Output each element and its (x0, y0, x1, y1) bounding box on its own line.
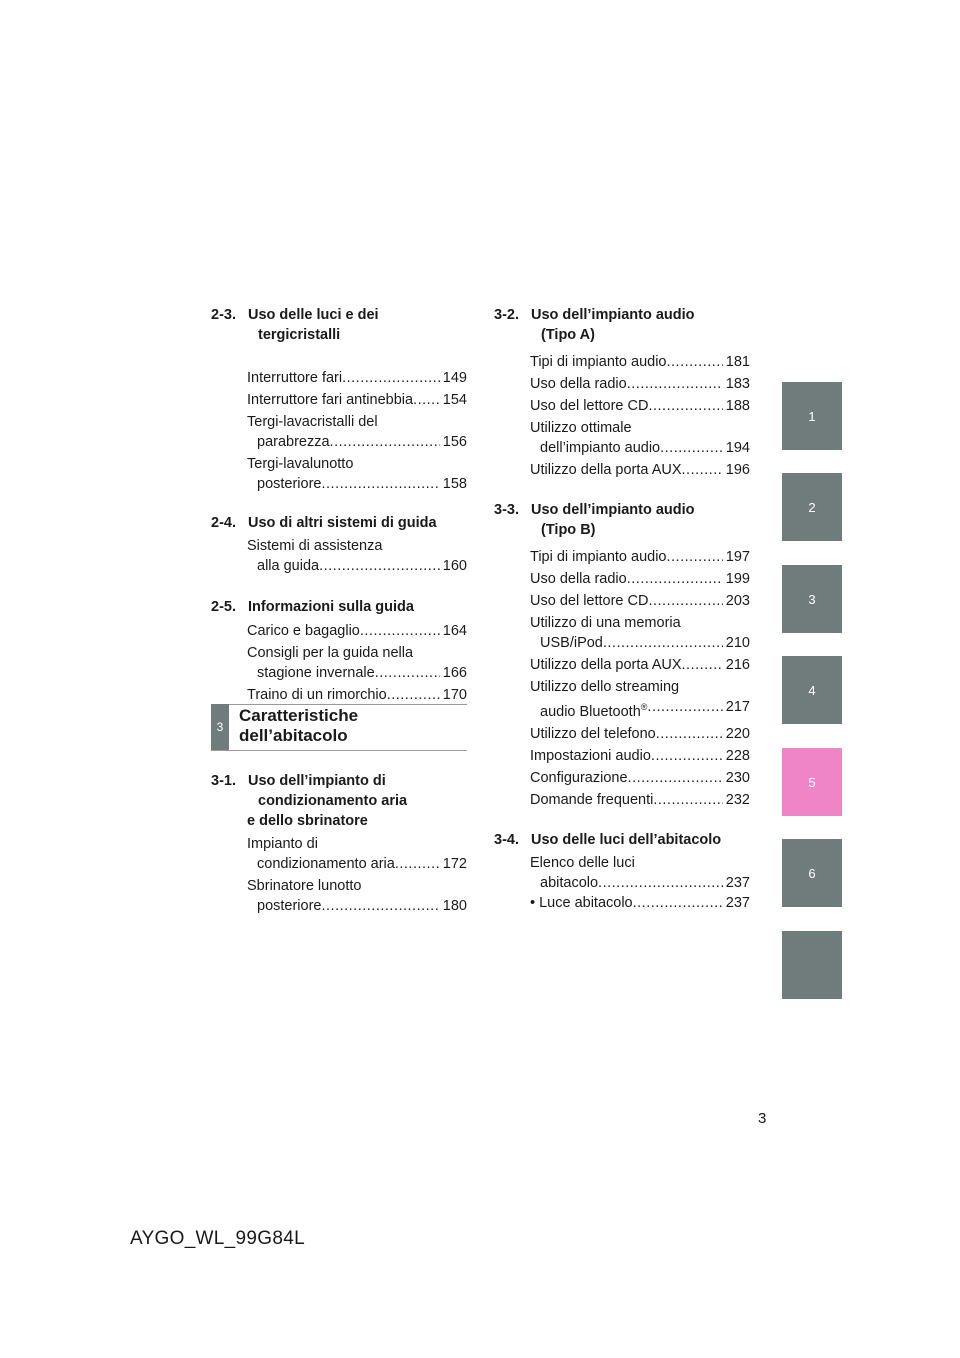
toc-left-column (211, 305, 467, 705)
section-heading (211, 513, 467, 533)
page-ref: 210 (725, 635, 750, 651)
section-number: 2-4. (211, 515, 236, 531)
toc-right-column (494, 305, 750, 913)
page-number: 3 (758, 1110, 767, 1127)
page-ref: 237 (725, 894, 750, 911)
page-ref: 199 (725, 571, 750, 587)
toc-entry[interactable]: Utilizzo del telefono ..... 220 (530, 724, 750, 744)
page-ref: 216 (725, 657, 750, 673)
page-ref: 220 (725, 725, 750, 742)
page-ref: 194 (725, 440, 750, 456)
section-title: tergicristalli (258, 327, 341, 343)
section-title: Uso dell’impianto audio (531, 502, 695, 518)
page-ref: 166 (442, 665, 467, 681)
page-ref: 158 (442, 476, 467, 492)
section-title: Uso delle luci e dei (248, 307, 379, 323)
section-number: 3-2. (494, 307, 519, 323)
toc-entry[interactable]: Utilizzo della porta AUX ..... 196 (530, 460, 750, 480)
page-ref: 180 (442, 898, 467, 914)
toc-entry[interactable]: Consigli per la guida nella stagione invernale ..... 166 (247, 643, 467, 683)
toc-entry[interactable]: Impianto di condizionamento aria ..... 172 (247, 834, 467, 874)
page-ref: 164 (442, 623, 467, 639)
section-number: 3-4. (494, 831, 519, 848)
toc-entry[interactable]: Carico e bagaglio ..... 164 (247, 621, 467, 641)
toc-entry[interactable]: Traino di un rimorchio ..... 170 (247, 685, 467, 705)
section-heading (494, 830, 750, 850)
toc-entry[interactable]: Sistemi di assistenza alla guida ..... 160 (247, 536, 467, 576)
chapter-tab-4[interactable]: 4 (782, 656, 842, 724)
section-title: (Tipo B) (541, 522, 596, 538)
section-heading (211, 597, 467, 617)
toc-left-column-lower (211, 771, 467, 916)
toc-entry[interactable]: Sbrinatore lunotto posteriore ..... 180 (247, 876, 467, 916)
section-title: e dello sbrinatore (247, 813, 368, 829)
section-title: (Tipo A) (541, 327, 595, 343)
chapter-heading (211, 704, 467, 751)
section-heading (494, 500, 750, 540)
section-heading (211, 771, 467, 831)
toc-entry[interactable]: Interruttore fari ..... 149 (247, 368, 467, 388)
toc-entry[interactable]: Impostazioni audio ..... 228 (530, 746, 750, 766)
section-number: 2-5. (211, 599, 236, 615)
divider (229, 704, 467, 705)
page-ref: 237 (725, 874, 750, 891)
section-heading (494, 305, 750, 345)
toc-entry[interactable]: Tipi di impianto audio ..... 197 (530, 547, 750, 567)
page-ref: 230 (725, 769, 750, 786)
toc-entry[interactable]: Configurazione ..... 230 (530, 768, 750, 788)
page-ref: 188 (725, 398, 750, 414)
section-number: 3-3. (494, 502, 519, 518)
toc-entry[interactable]: Interruttore fari antinebbia ..... 154 (247, 390, 467, 410)
section-number: 2-3. (211, 307, 236, 323)
page-ref: 181 (725, 354, 750, 370)
chapter-tab-3[interactable]: 3 (782, 565, 842, 633)
section-title: Uso dell’impianto di (248, 773, 386, 789)
toc-entry[interactable]: Uso del lettore CD ..... 203 (530, 591, 750, 611)
toc-entry[interactable]: Uso della radio ..... 199 (530, 569, 750, 589)
toc-entry[interactable]: Utilizzo dello streaming audio Bluetooth® ..... 217 (530, 677, 750, 722)
section-title: condizionamento aria (258, 793, 408, 809)
toc-entry[interactable]: Utilizzo della porta AUX ..... 216 (530, 655, 750, 675)
page-ref: 154 (442, 392, 467, 408)
section-number: 3-1. (211, 773, 236, 789)
page-ref: 203 (725, 593, 750, 609)
toc-entry[interactable]: Domande frequenti ..... 232 (530, 790, 750, 810)
toc-entry[interactable]: Tergi-lavacristalli del parabrezza ..... 156 (247, 412, 467, 452)
chapter-tab-2[interactable]: 2 (782, 473, 842, 541)
page-ref: 149 (442, 370, 467, 386)
page-ref: 170 (442, 687, 467, 703)
toc-entry[interactable]: Tipi di impianto audio ..... 181 (530, 352, 750, 372)
page-ref: 232 (725, 791, 750, 808)
section-heading (211, 305, 467, 345)
toc-entry[interactable]: Utilizzo di una memoria USB/iPod ..... 210 (530, 613, 750, 653)
chapter-tab-7[interactable] (782, 931, 842, 999)
page-ref: 160 (442, 558, 467, 574)
chapter-tab-1[interactable]: 1 (782, 382, 842, 450)
toc-entry[interactable]: Uso della radio ..... 183 (530, 374, 750, 394)
chapter-tab-6[interactable]: 6 (782, 839, 842, 907)
chapter-tab-5[interactable]: 5 (782, 748, 842, 816)
toc-entry[interactable]: Utilizzo ottimale dell’impianto audio ..... 194 (530, 418, 750, 458)
section-title: Informazioni sulla guida (248, 599, 414, 615)
section-title: Uso delle luci dell’abitacolo (531, 831, 722, 848)
page-ref: 156 (442, 434, 467, 450)
page-ref: 228 (725, 747, 750, 764)
toc-entry[interactable]: Elenco delle luci abitacolo ..... 237 (530, 853, 750, 893)
footer-code: AYGO_WL_99G84L (130, 1228, 305, 1249)
toc-entry[interactable]: • Luce abitacolo ..... 237 (530, 893, 750, 913)
toc-entry[interactable]: Tergi-lavalunotto posteriore ..... 158 (247, 454, 467, 494)
page-ref: 196 (725, 462, 750, 478)
toc-entry[interactable]: Uso del lettore CD ..... 188 (530, 396, 750, 416)
section-title: Uso di altri sistemi di guida (248, 515, 437, 531)
page-ref: 172 (442, 856, 467, 872)
page-ref: 183 (725, 376, 750, 392)
section-title: Uso dell’impianto audio (531, 307, 695, 323)
chapter-title: Caratteristiche dell’abitacolo (239, 706, 359, 745)
chapter-marker: 3 (211, 704, 229, 750)
page-ref: 197 (725, 549, 750, 565)
registered-mark: ® (640, 702, 648, 712)
page-ref: 217 (725, 699, 750, 715)
